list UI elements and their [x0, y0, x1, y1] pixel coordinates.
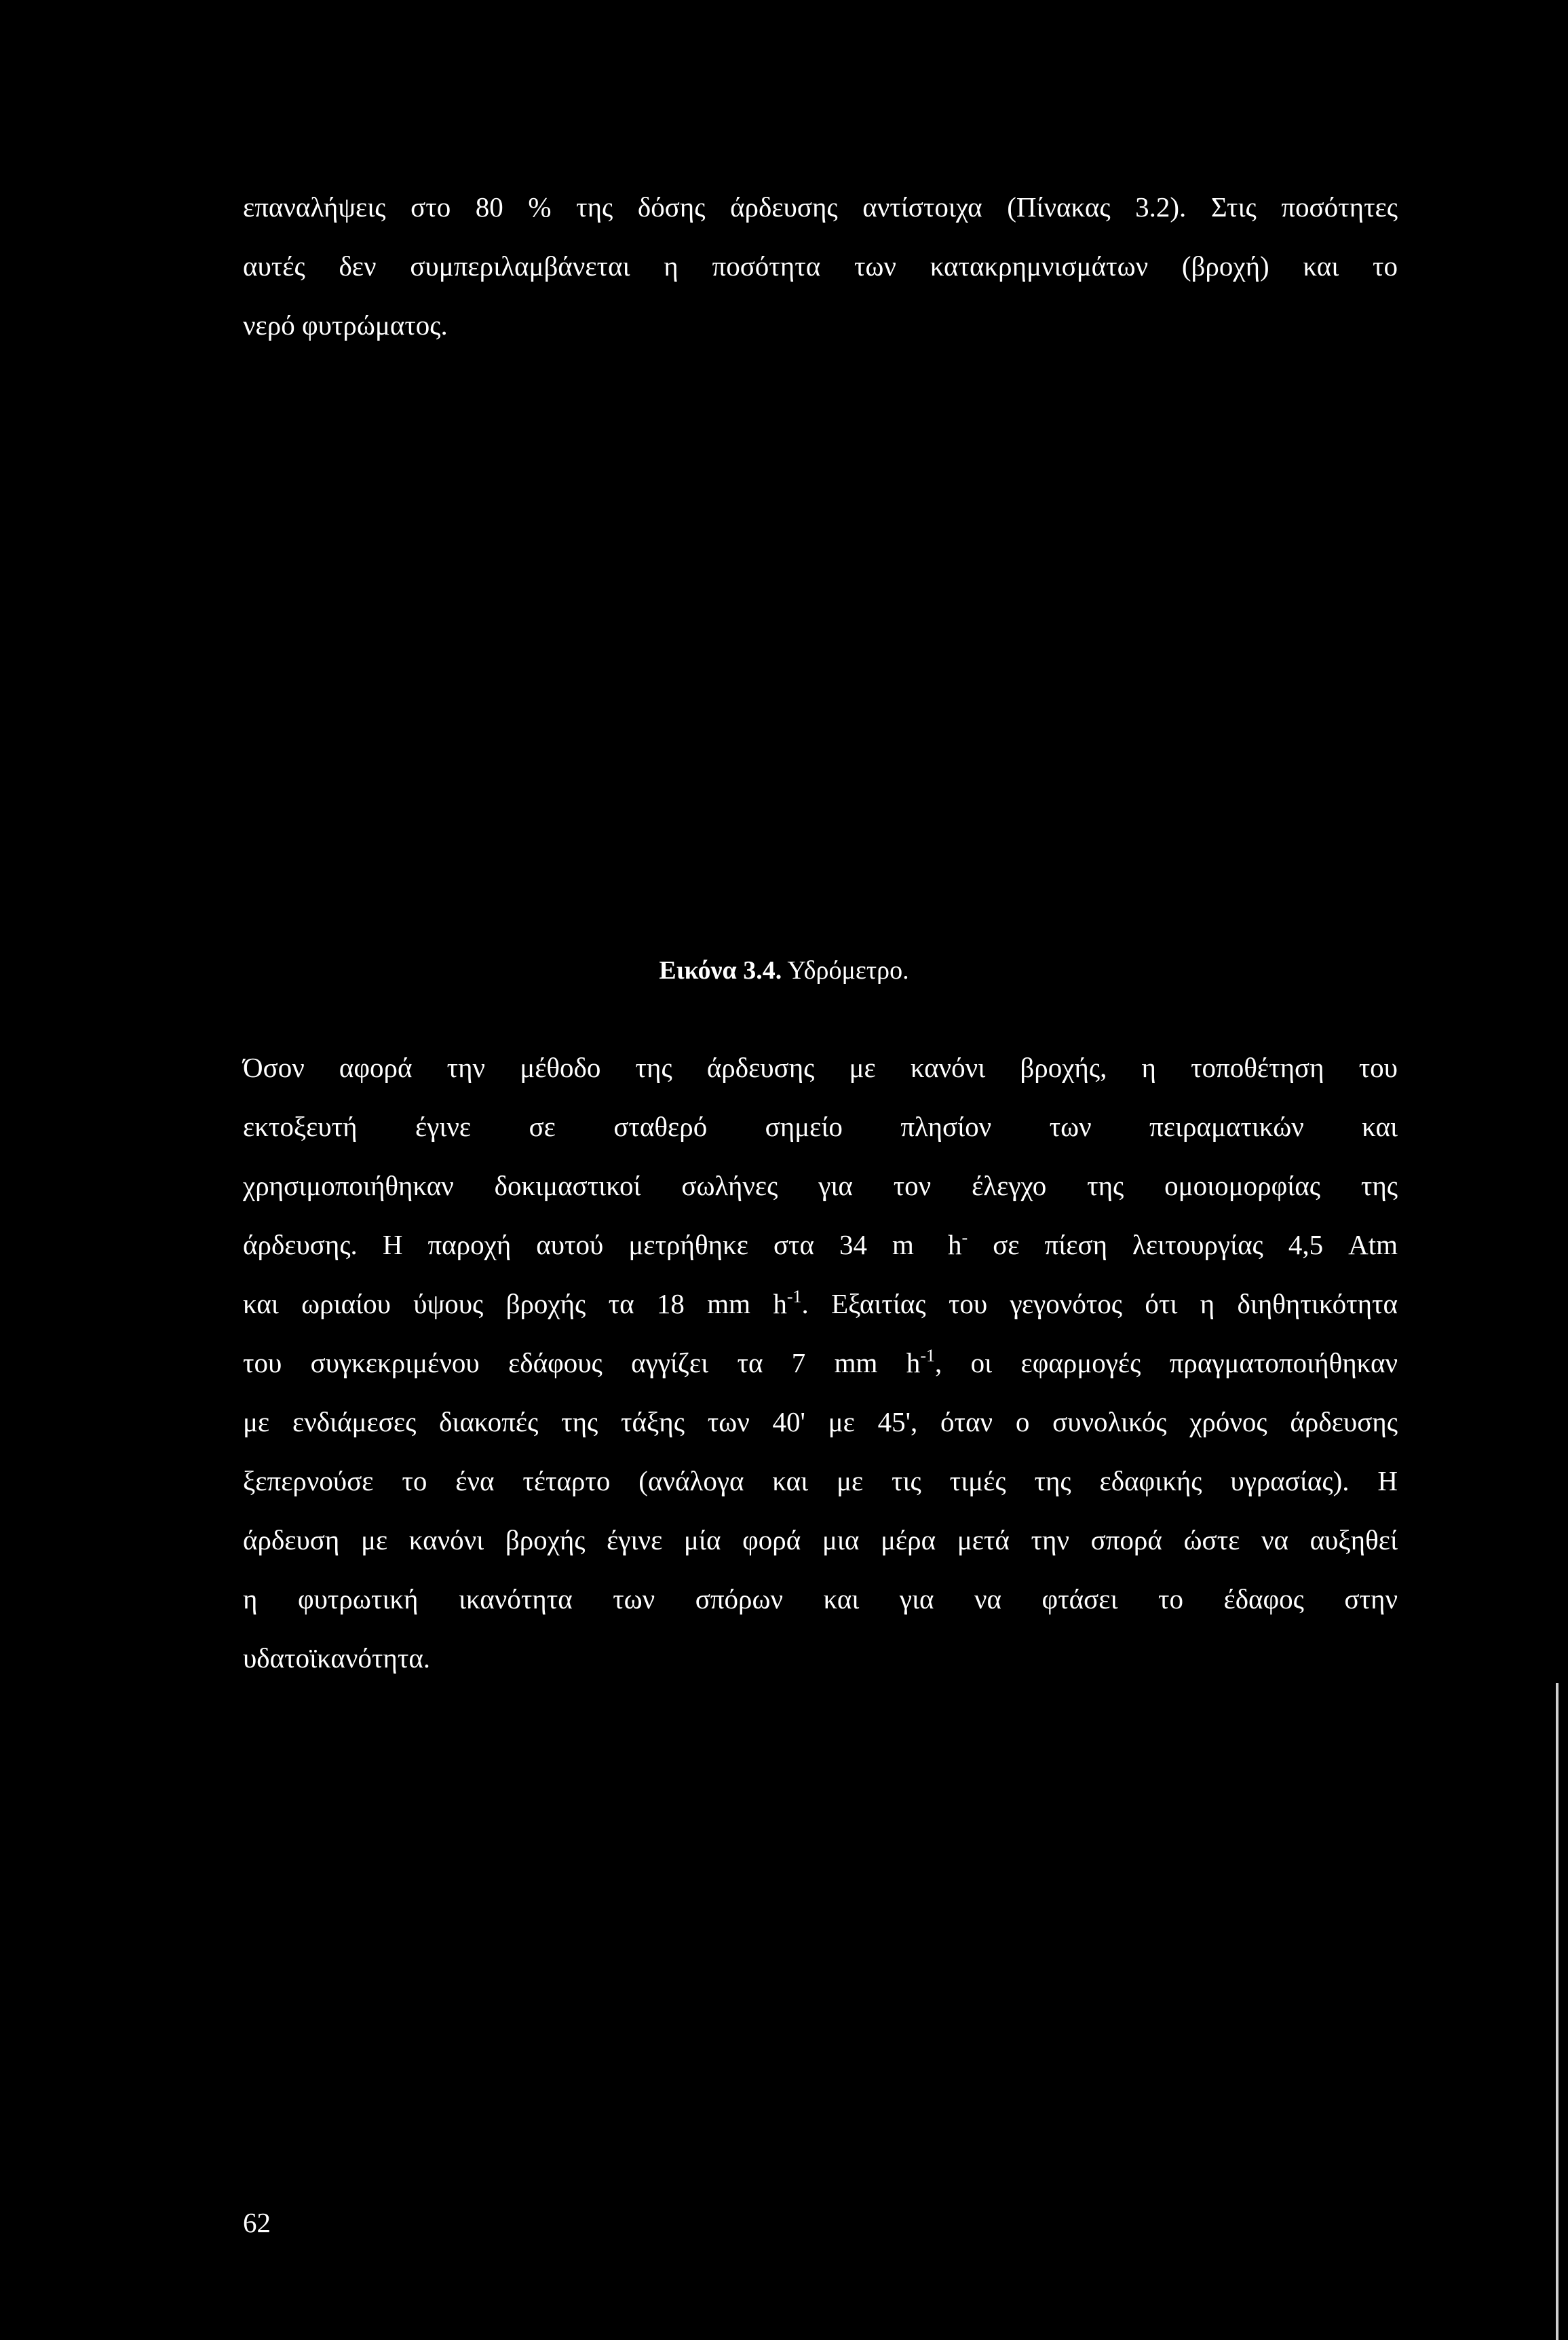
text-run: h: [947, 1229, 962, 1260]
text-run: και ωριαίου ύψους βροχής τα 18 mm h: [243, 1288, 787, 1319]
superscript: -1: [786, 1287, 802, 1306]
text-run: σε πίεση λειτουργίας 4,5 Atm: [993, 1229, 1398, 1260]
paragraph-line: εκτοξευτή έγινε σε σταθερό σημείο πλησίον των πειραματικών και: [243, 1111, 1398, 1142]
paragraph-line: [243, 1215, 1398, 1275]
paragraph-line: με ενδιάμεσες διακοπές της τάξης των 40' με 45', όταν ο συνολικός χρόνος άρδευσης: [243, 1406, 1398, 1437]
text-run: . Εξαιτίας του γεγονότος ότι η διηθητικότητα: [801, 1288, 1398, 1319]
paragraph-line: νερό φυτρώματος.: [243, 309, 448, 341]
main-paragraph: [243, 1038, 1398, 1688]
scan-edge-line: [1556, 1683, 1559, 2340]
paragraph-line: επαναλήψεις στο 80 % της δόσης άρδευσης αντίστοιχα (Πίνακας 3.2). Στις ποσότητες: [243, 191, 1398, 223]
text-run: άρδευσης. Η παροχή αυτού μετρήθηκε στα 34 m: [243, 1229, 914, 1260]
figure-caption-label: Εικόνα 3.4.: [659, 956, 782, 985]
page-number: 62: [243, 2207, 271, 2238]
text-run: , οι εφαρμογές πραγματοποιήθηκαν: [934, 1347, 1398, 1378]
paragraph-line: [243, 1275, 1398, 1334]
paragraph-line: η φυτρωτική ικανότητα των σπόρων και για να φτάσει το έδαφος στην: [243, 1583, 1398, 1615]
paragraph-line: χρησιμοποιήθηκαν δοκιμαστικοί σωλήνες για τον έλεγχο της ομοιομορφίας της: [243, 1170, 1398, 1201]
superscript: -1: [920, 1346, 935, 1365]
paragraph-line: ξεπερνούσε το ένα τέταρτο (ανάλογα και με τις τιμές της εδαφικής υγρασίας). Η: [243, 1465, 1398, 1496]
top-paragraph: [243, 178, 1398, 355]
text-run: του συγκεκριμένου εδάφους αγγίζει τα 7 mm h: [243, 1347, 921, 1378]
paragraph-line: Όσον αφορά την μέθοδο της άρδευσης με κανόνι βροχής, η τοποθέτηση του: [243, 1052, 1398, 1083]
figure-caption-text: Υδρόμετρο.: [787, 956, 909, 985]
paragraph-line: [243, 1334, 1398, 1393]
paragraph-line: αυτές δεν συμπεριλαμβάνεται η ποσότητα των κατακρημνισμάτων (βροχή) και το: [243, 250, 1398, 282]
figure-caption: [0, 950, 1568, 991]
superscript: -: [961, 1228, 968, 1247]
paragraph-line: υδατοϊκανότητα.: [243, 1642, 431, 1674]
paragraph-line: άρδευση με κανόνι βροχής έγινε μία φορά μια μέρα μετά την σπορά ώστε να αυξηθεί: [243, 1524, 1398, 1555]
